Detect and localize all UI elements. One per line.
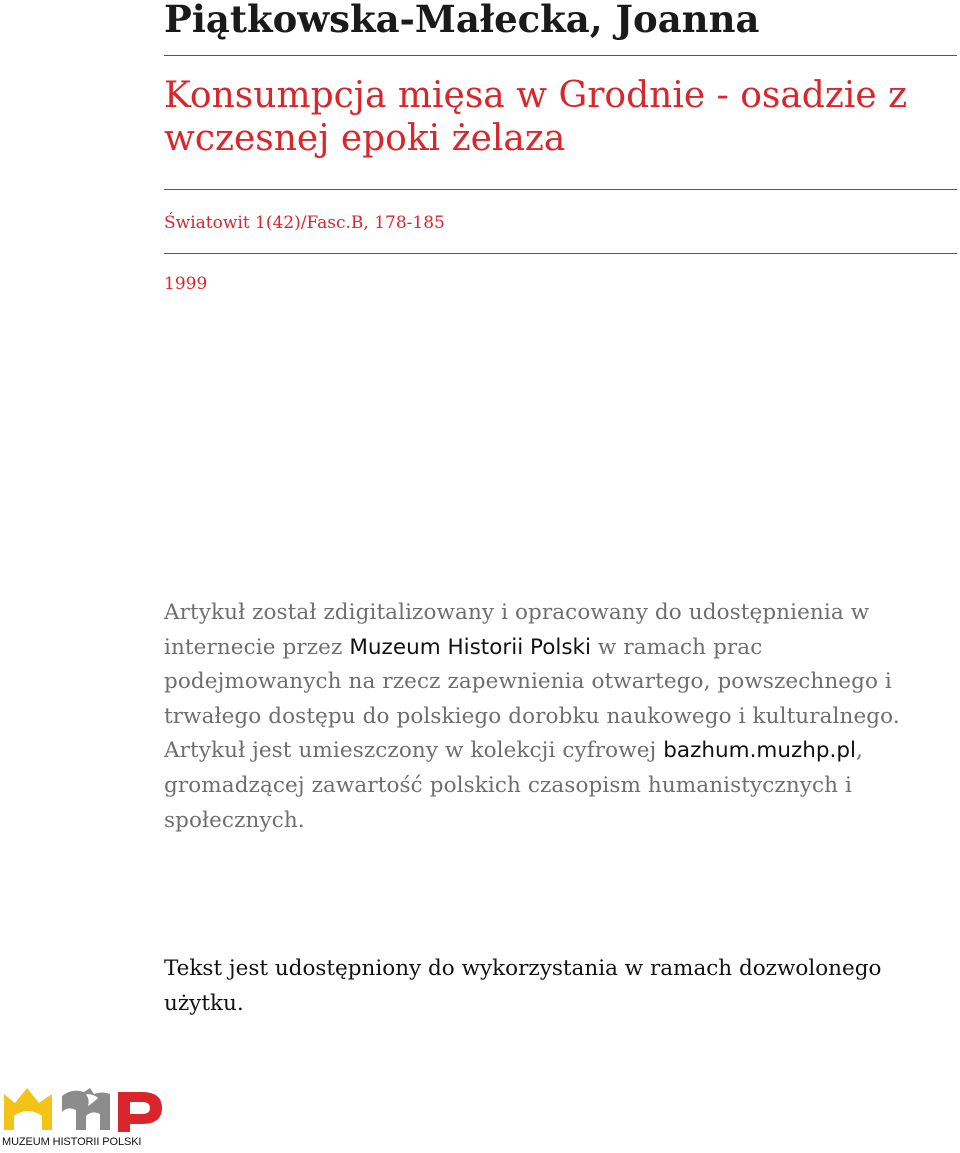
institution-link[interactable]: Muzeum Historii Polski [349,634,591,660]
note-text: Artykuł został zdigitalizowany i opracowany do udostępnienia w internecie przez [164,600,870,660]
divider-line [164,253,957,254]
museum-logo-icon [2,1086,164,1136]
article-title: Konsumpcja mięsa w Grodnie - osadzie z wczesnej epoki żelaza [164,75,908,159]
author-name: Piątkowska-Małecka, Joanna [164,0,760,41]
museum-logo[interactable] [2,1086,164,1148]
note-text: w ramach prac podejmowanych na rzecz zapewnienia otwartego, powszechnego i trwałego dostępu do polskiego dorobku naukowego i kulturalnego. Artykuł jest umieszczony w kolekcji cyfrowej [164,634,900,764]
site-link[interactable]: bazhum.muzhp.pl [663,738,856,764]
source-citation: Światowit 1(42)/Fasc.B, 178-185 [164,213,445,233]
logo-eagle-shape [62,1088,110,1130]
divider-line [164,189,957,190]
logo-text: MUZEUM HISTORII POLSKI [2,1136,142,1148]
logo-p-shape [118,1092,162,1132]
publication-year: 1999 [164,274,208,294]
logo-crown-cutout [14,1111,42,1130]
divider-line [164,55,957,56]
note-text: , gromadzącej zawartość polskich czasopism humanistycznych i społecznych. [164,738,863,833]
license-note: Tekst jest udostępniony do wykorzystania w ramach dozwolonego użytku. [164,956,882,1016]
digitization-note [164,596,924,838]
